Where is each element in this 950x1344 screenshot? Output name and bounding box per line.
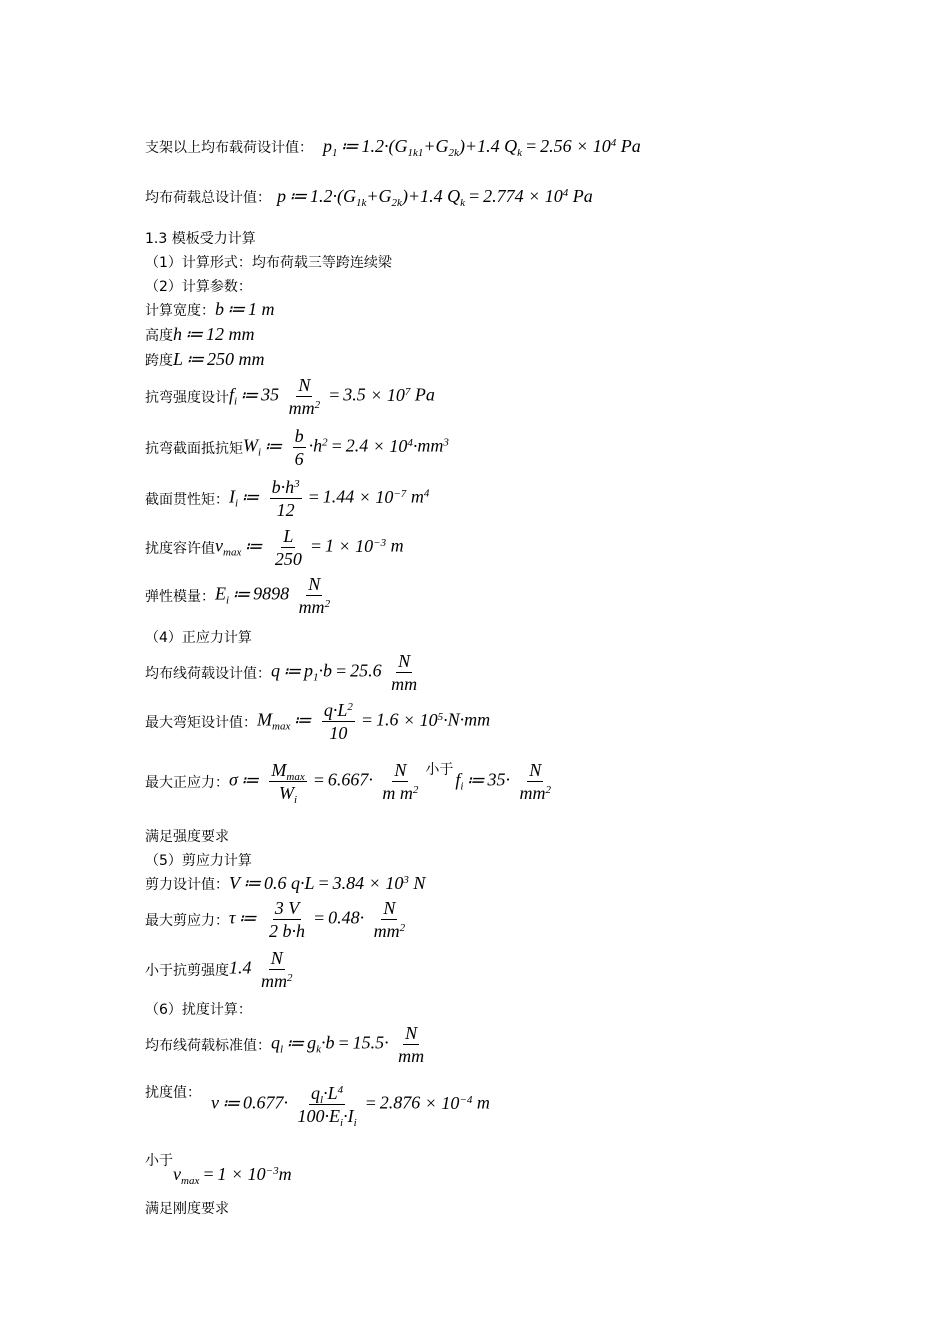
formula-Ei: $E_i$ ≔ 9898 $\frac{N}{mm^2}$	[215, 574, 331, 617]
formula-fi: $f_i$ ≔ 35 $\frac{N}{mm^2}$ = $3.5 \times 10^7$ Pa	[229, 375, 435, 418]
line-allowable-deflection: 扰度容许值 $v_{max}$ ≔ $\frac{L}{250}$ = $1 \times 10^{-3}$ m	[145, 526, 404, 569]
formula-b: b ≔ 1 m	[215, 299, 275, 319]
line-max-moment: 最大弯矩设计值： $M_{max}$ ≔ $\frac{q\cdot L^2}{10}$ = $1.6 \times 10^5\cdot N\cdot mm$	[145, 700, 491, 743]
formula-V: V ≔ 0.6 $q\cdot L = 3.84 \times 10^3$ N	[229, 873, 426, 893]
stiffness-satisfied: 满足刚度要求	[145, 1201, 229, 1217]
formula-Wi: $W_i$ ≔ $\frac{b}{6}$ $\cdot h^2 = 2.4 \times 10^4\cdot mm^3$	[243, 426, 449, 469]
formula-p1: $p_1$ ≔ $1.2\cdot(G_{1k1}+G_{2k})+1.4$ $Q_k = 2.56 \times 10^4$ Pa	[323, 136, 641, 159]
line-shear-strength: 小于抗剪强度 1.4 $\frac{N}{mm^2}$	[145, 947, 298, 992]
formula-Ii: $I_i$ ≔ $\frac{b\cdot h^3}{12}$ = $1.44 \times 10^{-7}$ $m^4$	[229, 477, 430, 520]
line-max-normal-stress: 最大正应力： σ ≔ $\frac{M_{max}}{W_i}$ = 6.667· $\frac{N}{m m^2}$ 小于 $f_i$ ≔ 35· $\frac{N}{mm^2}$	[145, 759, 556, 804]
line-span: 跨度 L ≔ 250 mm	[145, 349, 265, 369]
formula-L: L ≔ 250 mm	[173, 349, 265, 369]
line-shear-force: 剪力设计值： V ≔ 0.6 $q\cdot L = 3.84 \times 10^3$ N	[145, 873, 426, 893]
normal-stress-heading: （4）正应力计算	[145, 630, 252, 646]
line-bending-strength: 抗弯强度设计 $f_i$ ≔ 35 $\frac{N}{mm^2}$ = $3.5 \times 10^7$ Pa	[145, 375, 435, 418]
shear-stress-heading: （5）剪应力计算	[145, 853, 252, 869]
formula-q: q ≔ $p_1\cdot b = 25.6$ $\frac{N}{mm}$	[271, 651, 418, 694]
strength-satisfied: 满足强度要求	[145, 829, 229, 845]
line-standard-line-load: 均布线荷载标准值： $q_l$ ≔ $g_k\cdot b = 15.5\cdot$ $\frac{N}{mm}$	[145, 1022, 429, 1067]
line-elastic-modulus: 弹性模量： $E_i$ ≔ 9898 $\frac{N}{mm^2}$	[145, 573, 335, 618]
line-height: 高度 h ≔ 12 mm	[145, 324, 255, 344]
line-uniform-load-above-support	[145, 136, 641, 157]
line-moment-of-inertia: 截面贯性矩： $I_i$ ≔ $\frac{b\cdot h^3}{12}$ = $1.44 \times 10^{-7}$ $m^4$	[145, 477, 430, 520]
formula-shear-strength: 1.4 $\frac{N}{mm^2}$	[229, 948, 293, 991]
line-width: 计算宽度： b ≔ 1 m	[145, 299, 275, 319]
formula-tau: τ ≔ $\frac{3 V}{2 b\cdot h}$ = 0.48· $\frac{N}{mm^2}$	[229, 898, 406, 941]
label: 支架以上均布载荷设计值：	[145, 139, 313, 156]
formula-p: p ≔ $1.2\cdot(G_{1k}+G_{2k})+1.4$ $Q_k = 2.774 \times 10^4$ Pa	[277, 186, 593, 209]
formula-h: h ≔ 12 mm	[173, 324, 255, 344]
deflection-heading: （6）扰度计算：	[145, 1002, 252, 1018]
section-heading: 1.3 模板受力计算	[145, 231, 256, 247]
formula-fi-limit: $f_i$ ≔ 35· $\frac{N}{mm^2}$	[455, 760, 551, 803]
calc-form: （1）计算形式：均布荷载三等跨连续梁	[145, 255, 392, 271]
line-section-modulus: 抗弯截面抵抗矩 $W_i$ ≔ $\frac{b}{6}$ $\cdot h^2 = 2.4 \times 10^4\cdot mm^3$	[145, 426, 449, 469]
formula-sigma: σ ≔ $\frac{M_{max}}{W_i}$ = 6.667· $\frac{N}{m m^2}$	[229, 760, 419, 806]
line-total-uniform-load	[145, 186, 593, 207]
line-less-than-vmax: 小于 $v_{max} = 1 \times 10^{-3}m$	[145, 1153, 292, 1187]
formula-Mmax: $M_{max}$ ≔ $\frac{q\cdot L^2}{10}$ = $1.6 \times 10^5\cdot N\cdot mm$	[257, 700, 491, 743]
calc-params: （2）计算参数：	[145, 279, 252, 295]
line-deflection-value: 扰度值： v ≔ 0.677· $\frac{q_l\cdot L^4}{100\cdot E_i\cdot I_i}$ = $2.876 \times 10^{-4}$ m	[145, 1083, 490, 1129]
line-design-line-load: 均布线荷载设计值： q ≔ $p_1\cdot b = 25.6$ $\frac{N}{mm}$	[145, 650, 422, 695]
label: 均布荷载总设计值：	[145, 189, 271, 206]
formula-ql: $q_l$ ≔ $g_k\cdot b = 15.5\cdot$ $\frac{N}{mm}$	[271, 1023, 425, 1066]
formula-v: v ≔ 0.677· $\frac{q_l\cdot L^4}{100\cdot E_i\cdot I_i}$ = $2.876 \times 10^{-4}$ m	[211, 1083, 490, 1129]
formula-vmax-compare: $v_{max} = 1 \times 10^{-3}m$	[173, 1164, 292, 1187]
line-max-shear-stress: 最大剪应力： τ ≔ $\frac{3 V}{2 b\cdot h}$ = 0.48· $\frac{N}{mm^2}$	[145, 897, 410, 942]
formula-vmax: $v_{max}$ ≔ $\frac{L}{250}$ = $1 \times 10^{-3}$ m	[215, 526, 404, 569]
